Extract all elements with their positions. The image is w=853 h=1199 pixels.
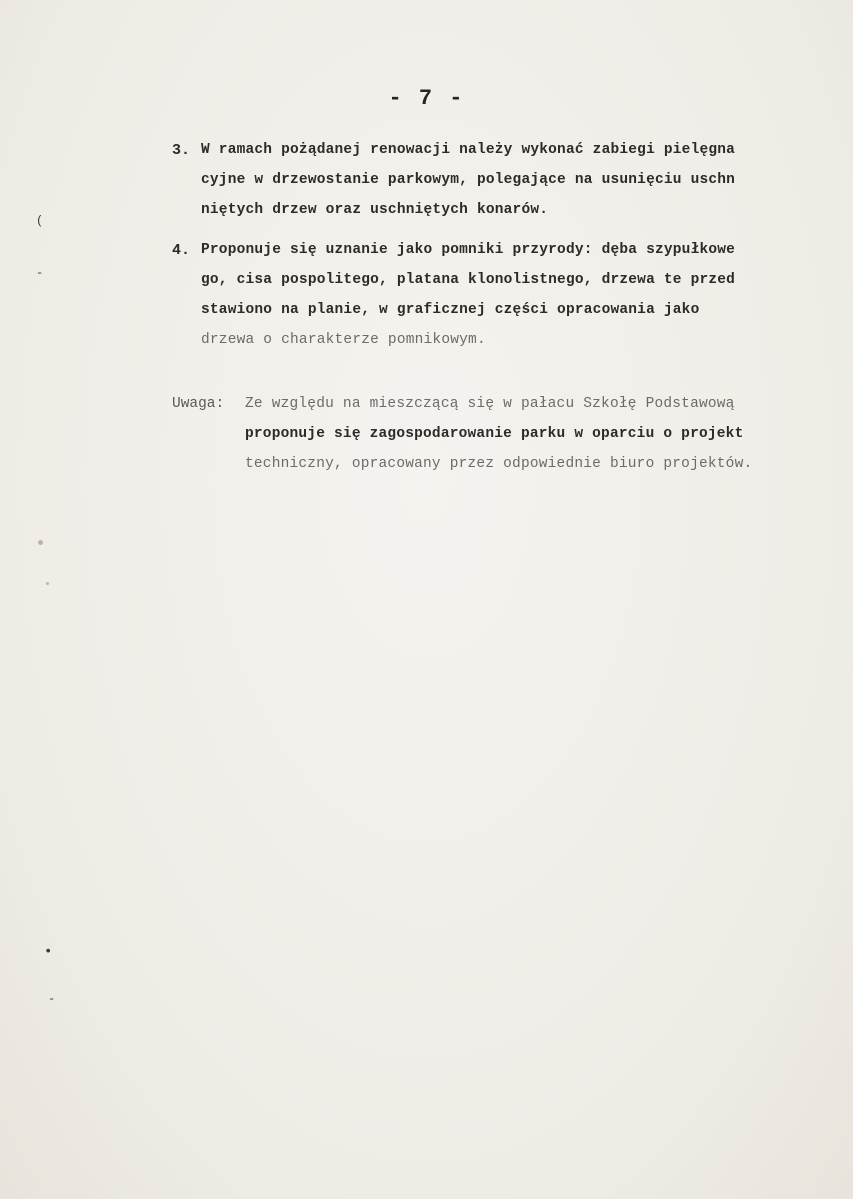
item-line: W ramach pożądanej renowacji należy wykonać zabiegi pielęgna: [201, 142, 736, 158]
margin-mark: (: [36, 214, 44, 228]
note-line: Ze względu na mieszczącą się w pałacu Szkołę Podstawową: [245, 396, 735, 412]
note-line: techniczny, opracowany przez odpowiednie biuro projektów.: [245, 456, 753, 472]
note-label: Uwaga:: [172, 396, 225, 412]
item-line: stawiono na planie, w graficznej części opracowania jako: [201, 302, 700, 318]
margin-mark: •: [44, 944, 53, 960]
item-number: 3.: [172, 142, 191, 159]
item-line: niętych drzew oraz uschniętych konarów.: [201, 202, 549, 218]
item-line: cyjne w drzewostanie parkowym, polegające na usunięciu uschn: [201, 172, 736, 188]
margin-mark: -: [36, 266, 44, 280]
paper-speck: [46, 582, 49, 585]
note-line: proponuje się zagospodarowanie parku w oparciu o projekt: [245, 426, 744, 442]
item-line: Proponuje się uznanie jako pomniki przyrody: dęba szypułkowe: [201, 242, 736, 258]
item-line: drzewa o charakterze pomnikowym.: [201, 332, 486, 348]
margin-mark: -: [48, 992, 56, 1006]
item-line: go, cisa pospolitego, platana klonolistnego, drzewa te przed: [201, 272, 736, 288]
page-number: - 7 -: [388, 86, 465, 111]
paper-speck: [38, 540, 43, 545]
item-number: 4.: [172, 242, 191, 259]
